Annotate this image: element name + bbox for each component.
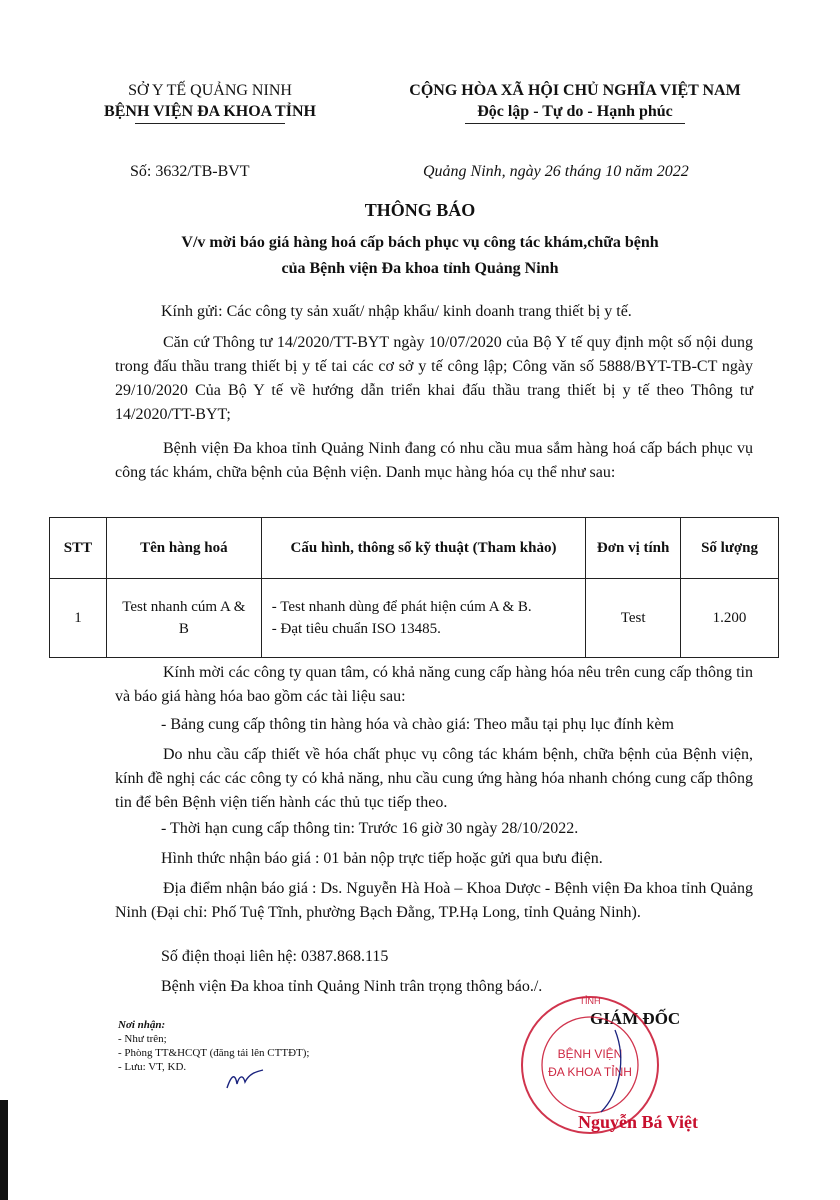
paragraph-invitation: Kính mời các công ty quan tâm, có khả năng cung cấp hàng hóa nêu trên cung cấp thông tin và báo giá hàng hóa bao gồm các tài liệu sau: xyxy=(115,664,753,705)
seal-text-line-1: BỆNH VIỆN xyxy=(557,1047,623,1061)
paragraph-location: Địa điểm nhận báo giá : Ds. Nguyễn Hà Hoà – Khoa Dược - Bệnh viện Đa khoa tỉnh Quảng Ninh (Đại chỉ: Phố Tuệ Tĩnh, phường Bạch Đằng, TP.Hạ Long, tỉnh Quảng Ninh). xyxy=(115,880,753,921)
header-left-underline xyxy=(135,123,285,124)
recipients-block xyxy=(118,1018,309,1074)
required-document-item: - Bảng cung cấp thông tin hàng hóa và chào giá: Theo mẫu tại phụ lục đính kèm xyxy=(161,716,674,733)
table-header-row xyxy=(50,518,779,579)
spec-line-1: - Test nhanh dùng để phát hiện cúm A & B. xyxy=(271,599,532,615)
cell-unit: Test xyxy=(586,579,681,658)
hospital-name: BỆNH VIỆN ĐA KHOA TỈNH xyxy=(104,103,316,120)
header-quantity: Số lượng xyxy=(681,518,779,579)
place-date: Quảng Ninh, ngày 26 tháng 10 năm 2022 xyxy=(423,163,689,180)
paragraph-urgency: Do nhu cầu cấp thiết về hóa chất phục vụ công tác khám bệnh, chữa bệnh của Bệnh viện, kính đề nghị các các công ty có khả năng, nhu cầu cung ứng hàng hóa nhanh chóng cung cấp thông tin để bên Bệnh viện tiến hành các thủ tục tiếp theo. xyxy=(115,746,753,811)
signer-position: GIÁM ĐỐC xyxy=(590,1009,681,1028)
cell-goods-name: Test nhanh cúm A & B xyxy=(106,579,261,658)
header-goods-name: Tên hàng hoá xyxy=(106,518,261,579)
greeting: Kính gửi: Các công ty sản xuất/ nhập khẩu/ kinh doanh trang thiết bị y tế. xyxy=(161,303,632,320)
subtitle-line-1: V/v mời báo giá hàng hoá cấp bách phục vụ công tác khám,chữa bệnh xyxy=(181,234,659,251)
cell-specification xyxy=(261,579,585,658)
signer-name: Nguyễn Bá Việt xyxy=(578,1112,699,1132)
recipients-title: Nơi nhận: xyxy=(118,1019,166,1031)
header-specification: Cấu hình, thông số kỹ thuật (Tham khảo) xyxy=(261,518,585,579)
initial-mark-icon xyxy=(225,1068,265,1092)
recipient-item: - Như trên; xyxy=(118,1033,167,1045)
seal-text-line-2: ĐA KHOA TỈNH xyxy=(548,1065,632,1079)
paragraph-legal-basis: Căn cứ Thông tư 14/2020/TT-BYT ngày 10/07/2020 của Bộ Y tế quy định một số nội dung trong đấu thầu trang thiết bị y tế tai các cơ sở y tế công lập; Công văn số 5888/BYT-TB-CT ngày 29/10/2020 Của Bộ Y tế về hướng dẫn triển khai đấu thầu trang thiết bị y tế theo Thông tư 14/2020/TT-BYT; xyxy=(115,334,753,423)
seal-ring-text: TỈNH xyxy=(579,996,601,1006)
scan-edge-shadow xyxy=(0,1100,8,1200)
header-stt: STT xyxy=(50,518,107,579)
cell-quantity: 1.200 xyxy=(681,579,779,658)
cell-stt: 1 xyxy=(50,579,107,658)
recipient-item: - Lưu: VT, KD. xyxy=(118,1061,187,1073)
motto: Độc lập - Tự do - Hạnh phúc xyxy=(477,103,673,120)
department-name: SỞ Y TẾ QUẢNG NINH xyxy=(128,82,292,99)
header-right xyxy=(370,80,780,124)
table-row xyxy=(50,579,779,658)
submission-method: Hình thức nhận báo giá : 01 bản nộp trực tiếp hoặc gửi qua bưu điện. xyxy=(161,850,603,867)
header-unit: Đơn vị tính xyxy=(586,518,681,579)
document-subtitle xyxy=(0,230,840,282)
motto-underline xyxy=(465,123,685,124)
goods-table xyxy=(49,517,779,658)
subtitle-line-2: của Bệnh viện Đa khoa tỉnh Quảng Ninh xyxy=(281,260,559,277)
country-name: CỘNG HÒA XÃ HỘI CHỦ NGHĨA VIỆT NAM xyxy=(409,82,741,99)
recipient-item: - Phòng TT&HCQT (đăng tải lên CTTĐT); xyxy=(118,1047,310,1059)
deadline: - Thời hạn cung cấp thông tin: Trước 16 giờ 30 ngày 28/10/2022. xyxy=(161,820,579,837)
document-title: THÔNG BÁO xyxy=(364,200,476,220)
contact-phone: Số điện thoại liên hệ: 0387.868.115 xyxy=(161,948,389,965)
document-number: Số: 3632/TB-BVT xyxy=(130,163,250,180)
spec-line-2: - Đạt tiêu chuẩn ISO 13485. xyxy=(271,621,441,637)
header-left xyxy=(75,80,345,124)
paragraph-purchase-need: Bệnh viện Đa khoa tỉnh Quảng Ninh đang có nhu cầu mua sắm hàng hoá cấp bách phục vụ công tác khám, chữa bệnh của Bệnh viện. Danh mục hàng hóa cụ thể như sau: xyxy=(115,440,753,481)
closing-statement: Bệnh viện Đa khoa tỉnh Quảng Ninh trân trọng thông báo./. xyxy=(161,978,543,995)
